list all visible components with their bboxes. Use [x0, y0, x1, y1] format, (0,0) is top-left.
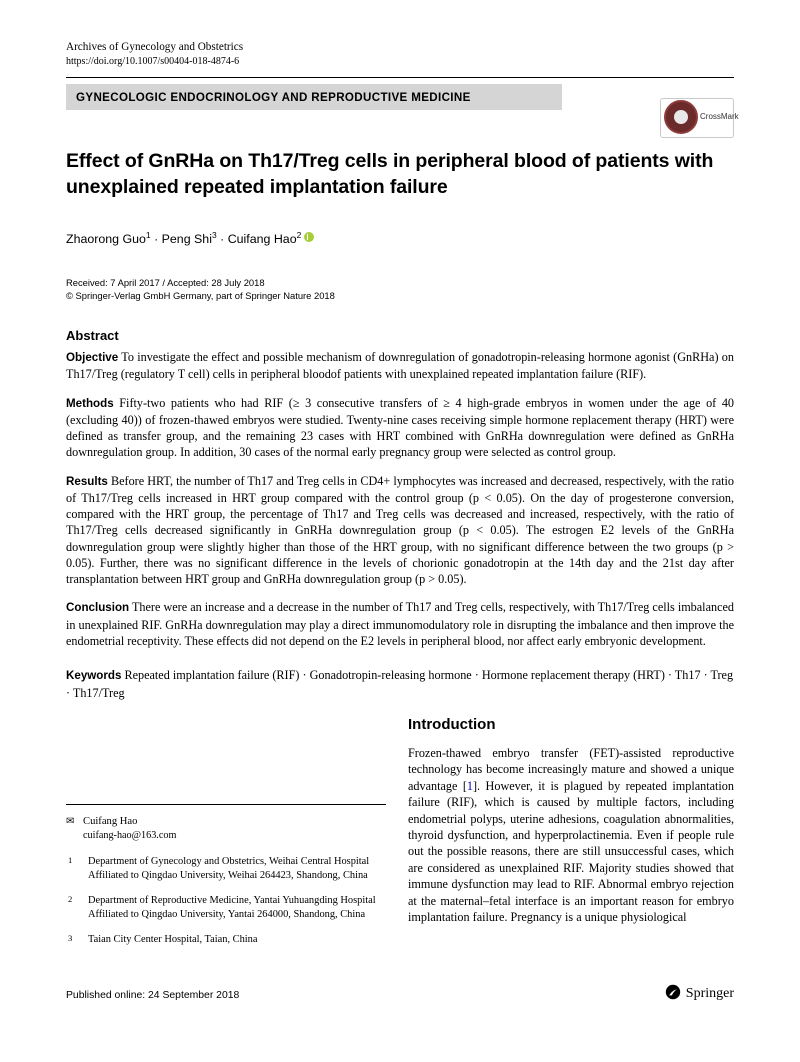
- author-affil-marker-3: 2: [296, 230, 302, 240]
- crossmark-icon: [664, 100, 698, 134]
- introduction-text-end: ]. However, it is plagued by repeated implantation failure (RIF), which is caused by multiple factors, including endometrial polyps, uterine adhesions, coagulation abnormalities, thyroid dysfunction, and hyperprolactinemia. Even if people rule out the possible reasons, there are still unsuccessful cases, which are considered as unexplained RIF. Majority studies showed that immune dysfunction may lead to RIF. Abnormal embryo rejection at the maternal–fetal interface is an important reason for embryo implantation failure. Pregnancy is a unique physiological: [408, 778, 734, 925]
- affiliation-text-3: Taian City Center Hospital, Taian, China: [88, 934, 258, 946]
- introduction-text-start: Frozen-thawed embryo transfer (FET)-assisted reproductive technology has become increasingly mature and showed a unique advantage [: [408, 746, 734, 793]
- abstract-results-text: Before HRT, the number of Th17 and Treg cells in CD4+ lymphocytes was increased and decreased, respectively, with the ratio of Th17/Treg cells increased in HRT group compared with the control group (p < 0.05). On the day of progesterone conversion, compared with the HRT group, the percentage of Th17 and Treg cells was decreased and increased, respectively, with the ratio of Th17/Treg cells decreased significantly in GnRHa downregulation group (p < 0.05). The estrogen E2 levels of the GnRHa downregulation group were slightly higher than those of the HRT group, with no significant difference between the two groups (p > 0.05). Further, there was no significant difference in the levels of chorionic gonadotropin at the 14th day and the 21st day after transplantation between HRT group and GnRHa downregulation group (p > 0.05).: [66, 473, 734, 586]
- author-name-3[interactable]: Cuifang Hao: [227, 232, 297, 247]
- corresponding-author: [66, 815, 386, 843]
- affiliation-marker-3: 3: [68, 933, 73, 944]
- author-affil-marker-2: 3: [211, 230, 217, 240]
- orcid-icon[interactable]: [304, 232, 314, 242]
- journal-header: [66, 40, 734, 78]
- affiliation-2: [66, 894, 386, 921]
- page-footer: [66, 986, 734, 1016]
- corresponding-author-name: Cuifang Hao: [83, 816, 138, 827]
- introduction-column: [408, 716, 734, 938]
- keywords-text: Repeated implantation failure (RIF) · Gonadotropin-releasing hormone · Hormone replacement therapy (HRT) · Th17 · Treg · Th17/Treg: [66, 667, 734, 700]
- abstract-results: [66, 473, 734, 587]
- abstract-conclusion: [66, 599, 734, 649]
- author-list: [66, 226, 734, 248]
- abstract-results-label: Results: [66, 474, 108, 488]
- abstract-objective: [66, 349, 734, 382]
- affiliation-marker-1: 1: [68, 855, 73, 865]
- author-separator-2: ·: [216, 232, 228, 247]
- copyright-line: © Springer-Verlag GmbH Germany, part of Springer Nature 2018: [66, 290, 335, 302]
- footnote-divider: [66, 804, 386, 805]
- doi-link[interactable]: https://doi.org/10.1007/s00404-018-4874-6: [66, 56, 240, 67]
- section-band: [66, 84, 562, 110]
- affiliation-text-2: Department of Reproductive Medicine, Yantai Yuhuangding Hospital Affiliated to Qingdao University, Yantai 264000, Shandong, China: [88, 895, 376, 920]
- author-affil-marker-1: 1: [145, 230, 151, 240]
- abstract-methods-label: Methods: [66, 396, 114, 410]
- author-separator-1: ·: [150, 232, 162, 247]
- received-accepted-line: Received: 7 April 2017 / Accepted: 28 July 2018: [66, 277, 265, 289]
- keywords-label: Keywords: [66, 668, 122, 682]
- lower-columns: [66, 716, 734, 976]
- springer-icon: [665, 984, 681, 1000]
- abstract-methods: [66, 395, 734, 461]
- introduction-heading: Introduction: [408, 716, 496, 733]
- abstract-methods-text: Fifty-two patients who had RIF (≥ 3 consecutive transfers of ≥ 4 high-grade embryos in women under the age of 40 (excluding 40)) of frozen-thawed embryos were studied. Twenty-nine cases receiving simple hormone replacement therapy (HRT) were defined as transfer group, and the remaining 23 cases with HRT combined with GnRHa downregulation were defined as GnRHa downregulation group. In addition, 30 cases of the normal early pregnancy group were selected as control group.: [66, 395, 735, 460]
- introduction-paragraph: [408, 745, 734, 925]
- crossmark-badge[interactable]: [660, 98, 739, 138]
- abstract-conclusion-text: There were an increase and a decrease in the number of Th17 and Treg cells, respectively, with Th17/Treg cells imbalanced in unexplained RIF. GnRHa downregulation may play a direct immunomodulatory role in disrupting the imbalance and then improve the endometrial receptivity. These effects did not depend on the E2 levels in peripheral blood, nor affect early embryonic development.: [66, 600, 734, 648]
- published-online: Published online: 24 September 2018: [66, 990, 240, 1001]
- publisher-name: Springer: [685, 986, 734, 1001]
- section-band-row: [66, 78, 739, 121]
- citation-link-1[interactable]: 1: [466, 778, 473, 793]
- paper-content: [66, 40, 739, 713]
- affiliation-1: [66, 855, 386, 882]
- affiliation-marker-2: 2: [68, 894, 73, 905]
- author-name-2[interactable]: Peng Shi: [161, 232, 212, 247]
- footnote-column: [66, 716, 386, 947]
- abstract-objective-label: Objective: [66, 351, 119, 365]
- abstract-heading: Abstract: [66, 328, 119, 344]
- journal-name: Archives of Gynecology and Obstetrics: [66, 41, 244, 53]
- corresponding-author-email[interactable]: cuifang-hao@163.com: [83, 830, 177, 841]
- affiliation-3: [66, 933, 386, 947]
- crossmark-label: CrossMark: [700, 112, 739, 121]
- affiliation-text-1: Department of Gynecology and Obstetrics, Weihai Central Hospital Affiliated to Qingdao University, Weihai 264423, Shandong, China: [88, 856, 370, 881]
- section-band-label: GYNECOLOGIC ENDOCRINOLOGY AND REPRODUCTIVE MEDICINE: [76, 90, 471, 104]
- abstract-conclusion-label: Conclusion: [66, 601, 130, 615]
- abstract-objective-text: To investigate the effect and possible mechanism of downregulation of gonadotropin-releasing hormone agonist (GnRHa) on Th17/Treg (regulatory T cell) cells in peripheral bloodof patients with unexplained repeated implantation failure (RIF).: [66, 350, 734, 382]
- keywords: [66, 667, 734, 701]
- publisher-logo: [665, 984, 734, 1002]
- publication-dates: [66, 276, 734, 302]
- page-title: Effect of GnRHa on Th17/Treg cells in peripheral blood of patients with unexplained repeated implantation failure: [66, 150, 714, 198]
- envelope-icon: ✉: [66, 816, 75, 827]
- author-name-1[interactable]: Zhaorong Guo: [66, 232, 146, 247]
